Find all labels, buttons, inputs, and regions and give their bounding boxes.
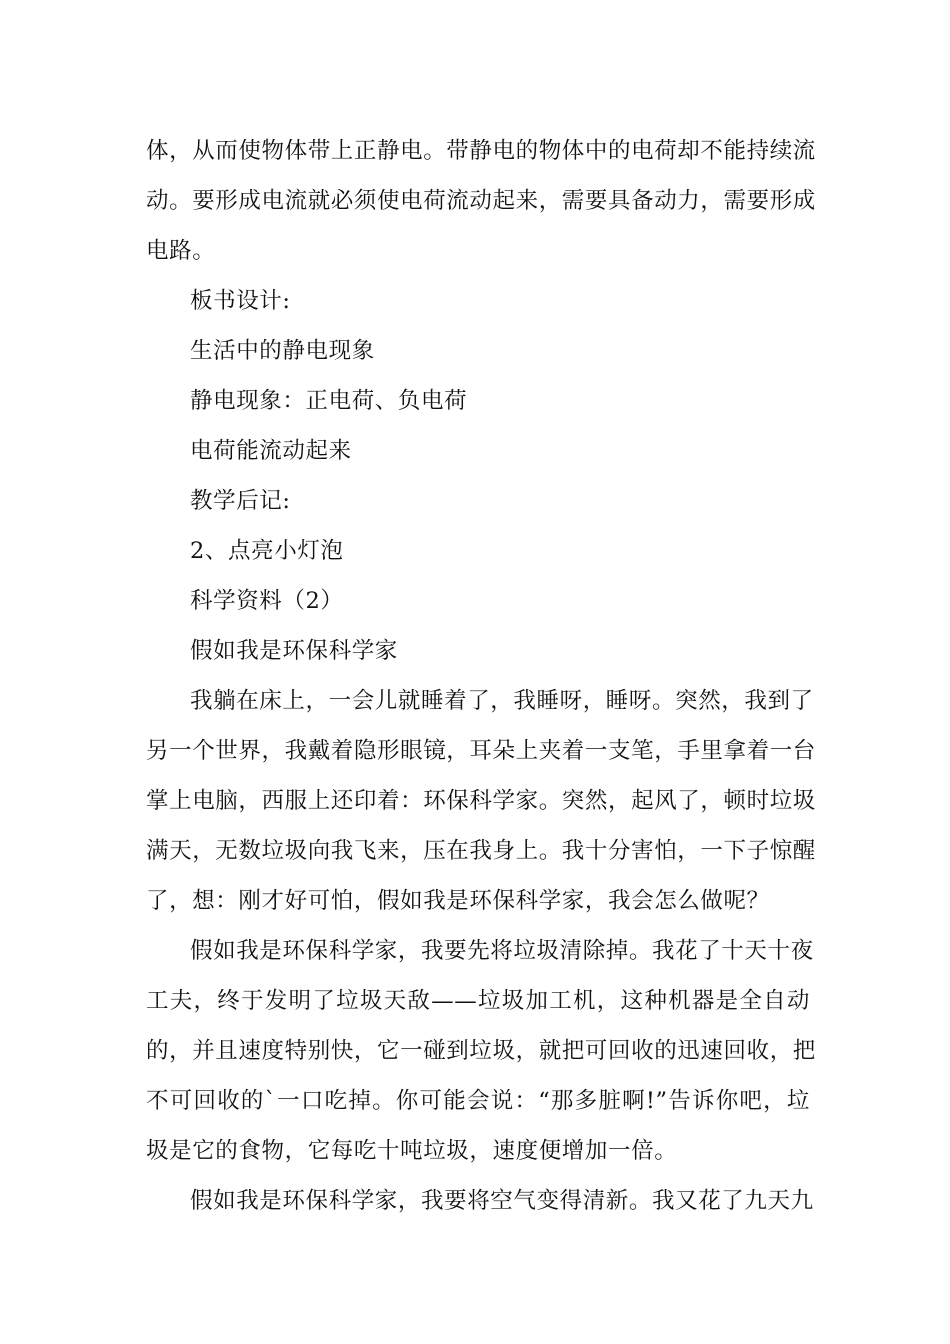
board-design-item: 静电现象：正电荷、负电荷 [190,388,468,414]
essay-p3-line: 假如我是环保科学家，我要将空气变得清新。我又花了九天九 [190,1188,814,1214]
intro-line-3: 电路。 [146,238,216,264]
essay-p2-line: 假如我是环保科学家，我要先将垃圾清除掉。我花了十天十夜 [190,938,814,964]
intro-line-1: 体，从而使物体带上正静电。带静电的物体中的电荷却不能持续流 [146,138,816,164]
intro-line-2: 动。要形成电流就必须使电荷流动起来，需要具备动力，需要形成 [146,188,816,214]
teaching-notes-heading: 教学后记: [190,488,291,514]
board-design-heading: 板书设计: [190,288,291,314]
lesson-title: 2、点亮小灯泡 [190,538,344,564]
essay-p1-line: 另一个世界，我戴着隐形眼镜，耳朵上夹着一支笔，手里拿着一台 [146,738,816,764]
essay-p2-line: 工夫，终于发明了垃圾天敌——垃圾加工机，这种机器是全自动 [146,988,810,1014]
essay-p2-line: 圾是它的食物，它每吃十吨垃圾，速度便增加一倍。 [146,1138,678,1164]
essay-p1-line: 掌上电脑，西服上还印着：环保科学家。突然，起风了，顿时垃圾 [146,788,816,814]
board-design-item: 电荷能流动起来 [190,438,352,464]
material-label: 科学资料（2） [190,588,344,614]
essay-p1-line: 满天，无数垃圾向我飞来，压在我身上。我十分害怕，一下子惊醒 [146,838,816,864]
board-design-item: 生活中的静电现象 [190,338,375,364]
essay-p1-line: 我躺在床上，一会儿就睡着了，我睡呀，睡呀。突然，我到了 [190,688,814,714]
essay-p1-line: 了，想：刚才好可怕，假如我是环保科学家，我会怎么做呢？ [146,888,770,914]
essay-p2-line: 不可回收的`一口吃掉。你可能会说：“那多脏啊!”告诉你吧，垃 [146,1088,810,1114]
essay-p2-line: 的，并且速度特别快，它一碰到垃圾，就把可回收的迅速回收，把 [146,1038,816,1064]
essay-title: 假如我是环保科学家 [190,638,398,664]
